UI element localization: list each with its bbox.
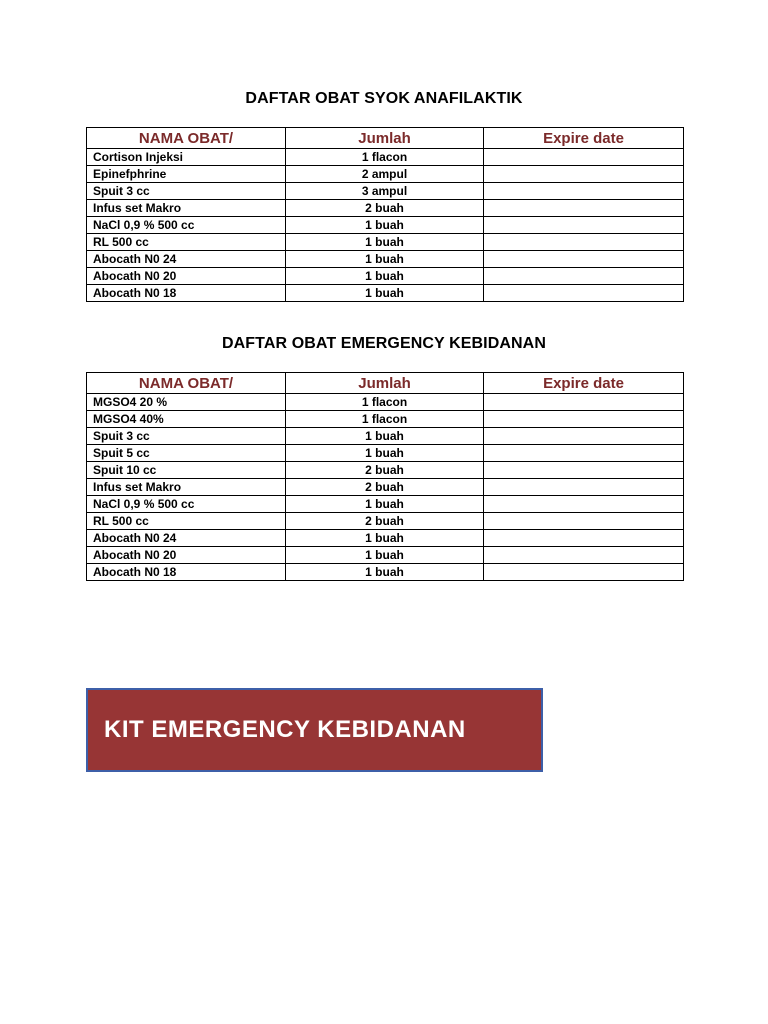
- table-row: [87, 496, 684, 513]
- expire-date-cell: [484, 530, 684, 547]
- drug-name-cell: Abocath N0 24: [87, 251, 286, 268]
- expire-date-cell: [484, 513, 684, 530]
- table-row: [87, 513, 684, 530]
- quantity-cell: 1 buah: [286, 547, 484, 564]
- quantity-cell: 1 buah: [286, 285, 484, 302]
- quantity-cell: 1 buah: [286, 496, 484, 513]
- table-row: [87, 149, 684, 166]
- table-header-row: [87, 373, 684, 394]
- column-header-expire: Expire date: [484, 373, 684, 394]
- table-row: [87, 547, 684, 564]
- kit-banner-text: KIT EMERGENCY KEBIDANAN: [104, 716, 466, 743]
- expire-date-cell: [484, 411, 684, 428]
- drug-name-cell: Abocath N0 18: [87, 285, 286, 302]
- table-row: [87, 394, 684, 411]
- table-row: [87, 166, 684, 183]
- expire-date-cell: [484, 217, 684, 234]
- quantity-cell: 1 flacon: [286, 394, 484, 411]
- table-row: [87, 251, 684, 268]
- drug-name-cell: Abocath N0 18: [87, 564, 286, 581]
- expire-date-cell: [484, 285, 684, 302]
- expire-date-cell: [484, 428, 684, 445]
- expire-date-cell: [484, 234, 684, 251]
- expire-date-cell: [484, 166, 684, 183]
- quantity-cell: 2 buah: [286, 479, 484, 496]
- drug-name-cell: Spuit 3 cc: [87, 183, 286, 200]
- table-row: [87, 564, 684, 581]
- drug-name-cell: Cortison Injeksi: [87, 149, 286, 166]
- drug-name-cell: MGSO4 20 %: [87, 394, 286, 411]
- section2-title: DAFTAR OBAT EMERGENCY KEBIDANAN: [222, 335, 546, 352]
- quantity-cell: 2 buah: [286, 200, 484, 217]
- column-header-expire: Expire date: [484, 128, 684, 149]
- expire-date-cell: [484, 149, 684, 166]
- table-row: [87, 200, 684, 217]
- quantity-cell: 1 buah: [286, 530, 484, 547]
- quantity-cell: 1 flacon: [286, 149, 484, 166]
- kebidanan-table: [86, 372, 684, 581]
- quantity-cell: 2 ampul: [286, 166, 484, 183]
- table-row: [87, 217, 684, 234]
- expire-date-cell: [484, 251, 684, 268]
- drug-name-cell: Infus set Makro: [87, 200, 286, 217]
- table-row: [87, 285, 684, 302]
- expire-date-cell: [484, 496, 684, 513]
- quantity-cell: 1 buah: [286, 268, 484, 285]
- column-header-qty: Jumlah: [286, 373, 484, 394]
- anafilaktik-table: [86, 127, 684, 302]
- table-row: [87, 411, 684, 428]
- table-header-row: [87, 128, 684, 149]
- drug-name-cell: Spuit 3 cc: [87, 428, 286, 445]
- table-row: [87, 445, 684, 462]
- quantity-cell: 1 buah: [286, 445, 484, 462]
- expire-date-cell: [484, 479, 684, 496]
- expire-date-cell: [484, 183, 684, 200]
- expire-date-cell: [484, 462, 684, 479]
- drug-name-cell: Abocath N0 24: [87, 530, 286, 547]
- column-header-name: NAMA OBAT/: [87, 373, 286, 394]
- drug-name-cell: NaCl 0,9 % 500 cc: [87, 496, 286, 513]
- table-row: [87, 268, 684, 285]
- kit-banner: [86, 688, 543, 772]
- drug-name-cell: MGSO4 40%: [87, 411, 286, 428]
- quantity-cell: 1 buah: [286, 564, 484, 581]
- drug-name-cell: NaCl 0,9 % 500 cc: [87, 217, 286, 234]
- quantity-cell: 1 buah: [286, 234, 484, 251]
- table-row: [87, 530, 684, 547]
- drug-name-cell: Epinefphrine: [87, 166, 286, 183]
- expire-date-cell: [484, 445, 684, 462]
- column-header-qty: Jumlah: [286, 128, 484, 149]
- expire-date-cell: [484, 564, 684, 581]
- quantity-cell: 1 buah: [286, 251, 484, 268]
- expire-date-cell: [484, 200, 684, 217]
- quantity-cell: 1 buah: [286, 428, 484, 445]
- quantity-cell: 2 buah: [286, 462, 484, 479]
- table-row: [87, 183, 684, 200]
- table-row: [87, 462, 684, 479]
- expire-date-cell: [484, 268, 684, 285]
- drug-name-cell: RL 500 cc: [87, 513, 286, 530]
- drug-name-cell: Spuit 5 cc: [87, 445, 286, 462]
- drug-name-cell: Abocath N0 20: [87, 547, 286, 564]
- expire-date-cell: [484, 394, 684, 411]
- quantity-cell: 1 buah: [286, 217, 484, 234]
- quantity-cell: 2 buah: [286, 513, 484, 530]
- section1-title: DAFTAR OBAT SYOK ANAFILAKTIK: [245, 90, 523, 107]
- drug-name-cell: RL 500 cc: [87, 234, 286, 251]
- drug-name-cell: Spuit 10 cc: [87, 462, 286, 479]
- quantity-cell: 1 flacon: [286, 411, 484, 428]
- expire-date-cell: [484, 547, 684, 564]
- column-header-name: NAMA OBAT/: [87, 128, 286, 149]
- drug-name-cell: Abocath N0 20: [87, 268, 286, 285]
- quantity-cell: 3 ampul: [286, 183, 484, 200]
- table-row: [87, 479, 684, 496]
- drug-name-cell: Infus set Makro: [87, 479, 286, 496]
- table-row: [87, 234, 684, 251]
- table-row: [87, 428, 684, 445]
